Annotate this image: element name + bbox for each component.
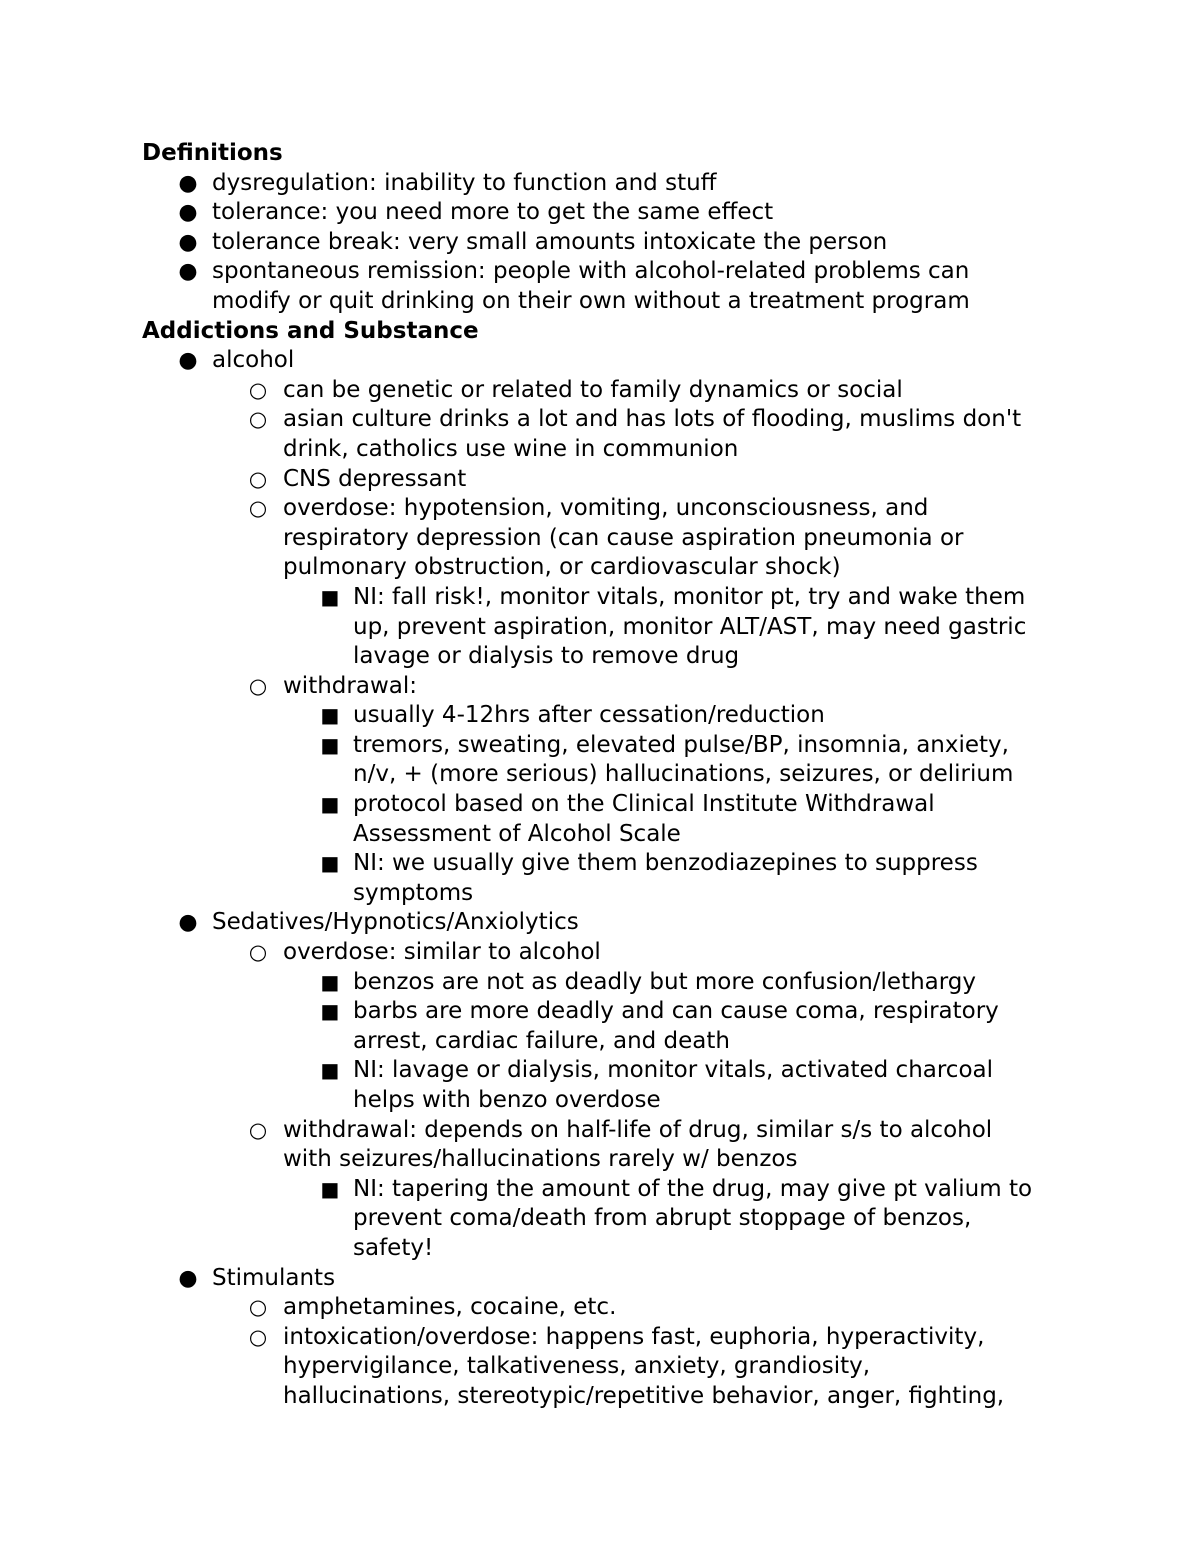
hollow-circle-bullet-icon: ○ (248, 1295, 268, 1320)
filled-square-bullet-icon: ■ (320, 792, 340, 817)
list-item-line (142, 1175, 1072, 1205)
list-item-line (142, 997, 1072, 1027)
list-item-line (142, 1323, 1072, 1353)
list-item-line (142, 228, 1072, 258)
heading-text: Addictions and Substance (142, 317, 487, 344)
line-text: prevent coma/death from abrupt stoppage of benzos, (353, 1205, 972, 1232)
line-text: overdose: hypotension, vomiting, unconsciousness, and (283, 495, 929, 522)
filled-circle-bullet-icon: ● (178, 170, 198, 196)
line-text: helps with benzo overdose (353, 1087, 661, 1113)
line-text: CNS depressant (283, 465, 467, 492)
section-heading (142, 317, 1072, 347)
list-item-line (142, 642, 1072, 672)
hollow-circle-bullet-icon: ○ (248, 1117, 268, 1142)
filled-circle-bullet-icon: ● (178, 910, 198, 936)
list-item-line (142, 1027, 1072, 1057)
list-item-line (142, 405, 1072, 435)
list-item-line (142, 1264, 1072, 1294)
line-text: asian culture drinks a lot and has lots of flooding, muslims don't (283, 406, 1022, 433)
filled-square-bullet-icon: ■ (320, 703, 340, 728)
line-text: tolerance: you need more to get the same effect (212, 199, 774, 226)
list-item-line (142, 820, 1072, 850)
list-item-line (142, 583, 1072, 613)
filled-circle-bullet-icon: ● (178, 259, 198, 285)
hollow-circle-bullet-icon: ○ (248, 496, 268, 521)
filled-square-bullet-icon: ■ (320, 584, 340, 609)
list-item-line (142, 1056, 1072, 1086)
line-text: dysregulation: inability to function and stuff (212, 169, 717, 196)
list-item-line (142, 465, 1072, 495)
line-text: drink, catholics use wine in communion (283, 435, 739, 462)
line-text: usually 4-12hrs after cessation/reduction (353, 702, 825, 729)
hollow-circle-bullet-icon: ○ (248, 1324, 268, 1349)
line-text: withdrawal: (283, 672, 417, 699)
list-item-line (142, 553, 1072, 583)
list-item-line (142, 435, 1072, 465)
line-text: arrest, cardiac failure, and death (353, 1027, 730, 1054)
line-text: spontaneous remission: people with alcohol-related problems can (212, 258, 970, 285)
line-text: lavage or dialysis to remove drug (353, 643, 740, 670)
list-item-line (142, 760, 1072, 790)
line-text: symptoms (353, 879, 474, 906)
list-item-line (142, 731, 1072, 761)
line-text: barbs are more deadly and can cause coma, respiratory (353, 998, 999, 1025)
list-item-line (142, 494, 1072, 524)
list-item-line (142, 1116, 1072, 1146)
line-text: withdrawal: depends on half-life of drug, similar s/s to alcohol (283, 1116, 993, 1143)
filled-square-bullet-icon: ■ (320, 851, 340, 876)
list-item-line (142, 1234, 1072, 1264)
list-item-line (142, 908, 1072, 938)
hollow-circle-bullet-icon: ○ (248, 407, 268, 432)
list-item-line (142, 346, 1072, 376)
line-text: NI: tapering the amount of the drug, may give pt valium to (353, 1175, 1033, 1202)
line-text: with seizures/hallucinations rarely w/ benzos (283, 1146, 798, 1173)
hollow-circle-bullet-icon: ○ (248, 377, 268, 402)
hollow-circle-bullet-icon: ○ (248, 673, 268, 698)
list-item-line (142, 1352, 1072, 1382)
filled-square-bullet-icon: ■ (320, 999, 340, 1024)
line-text: amphetamines, cocaine, etc. (283, 1294, 617, 1321)
list-item-line (142, 198, 1072, 228)
line-text: pulmonary obstruction, or cardiovascular shock) (283, 554, 841, 581)
list-item-line (142, 376, 1072, 406)
filled-circle-bullet-icon: ● (178, 1265, 198, 1291)
section-heading (142, 139, 1072, 169)
list-item-line (142, 1086, 1072, 1116)
line-text: respiratory depression (can cause aspiration pneumonia or (283, 524, 964, 551)
list-item-line (142, 1293, 1072, 1323)
list-item-line (142, 1204, 1072, 1234)
list-item-line (142, 938, 1072, 968)
list-item-line (142, 849, 1072, 879)
line-text: Sedatives/Hypnotics/Anxiolytics (212, 909, 579, 936)
list-item-line (142, 968, 1072, 998)
list-item-line (142, 257, 1072, 287)
list-item-line (142, 169, 1072, 199)
document-body (142, 139, 1072, 1412)
line-text: modify or quit drinking on their own without a treatment program (212, 287, 970, 314)
hollow-circle-bullet-icon: ○ (248, 466, 268, 491)
list-item-line (142, 524, 1072, 554)
line-text: NI: we usually give them benzodiazepines to suppress (353, 850, 978, 877)
line-text: up, prevent aspiration, monitor ALT/AST, may need gastric (353, 613, 1027, 640)
list-item-line (142, 613, 1072, 643)
filled-circle-bullet-icon: ● (178, 200, 198, 226)
line-text: overdose: similar to alcohol (283, 939, 601, 966)
line-text: hypervigilance, talkativeness, anxiety, grandiosity, (283, 1353, 871, 1380)
filled-square-bullet-icon: ■ (320, 969, 340, 994)
hollow-circle-bullet-icon: ○ (248, 940, 268, 965)
line-text: protocol based on the Clinical Institute Withdrawal (353, 791, 935, 818)
list-item-line (142, 1145, 1072, 1175)
line-text: hallucinations, stereotypic/repetitive behavior, anger, fighting, (283, 1382, 1005, 1409)
heading-text: Definitions (142, 140, 283, 166)
line-text: intoxication/overdose: happens fast, euphoria, hyperactivity, (283, 1323, 985, 1350)
list-item-line (142, 1382, 1072, 1412)
line-text: alcohol (212, 347, 295, 374)
line-text: tolerance break: very small amounts intoxicate the person (212, 228, 888, 255)
filled-square-bullet-icon: ■ (320, 732, 340, 757)
line-text: safety! (353, 1234, 434, 1261)
line-text: tremors, sweating, elevated pulse/BP, insomnia, anxiety, (353, 731, 1009, 758)
line-text: Stimulants (212, 1264, 336, 1291)
list-item-line (142, 879, 1072, 909)
line-text: NI: lavage or dialysis, monitor vitals, activated charcoal (353, 1057, 994, 1084)
line-text: can be genetic or related to family dynamics or social (283, 376, 903, 403)
filled-square-bullet-icon: ■ (320, 1058, 340, 1083)
line-text: NI: fall risk!, monitor vitals, monitor pt, try and wake them (353, 583, 1026, 610)
list-item-line (142, 701, 1072, 731)
list-item-line (142, 790, 1072, 820)
filled-circle-bullet-icon: ● (178, 229, 198, 255)
filled-square-bullet-icon: ■ (320, 1176, 340, 1201)
list-item-line (142, 287, 1072, 317)
line-text: benzos are not as deadly but more confusion/lethargy (353, 968, 977, 995)
filled-circle-bullet-icon: ● (178, 348, 198, 374)
line-text: n/v, + (more serious) hallucinations, seizures, or delirium (353, 761, 1014, 788)
list-item-line (142, 672, 1072, 702)
line-text: Assessment of Alcohol Scale (353, 820, 681, 847)
